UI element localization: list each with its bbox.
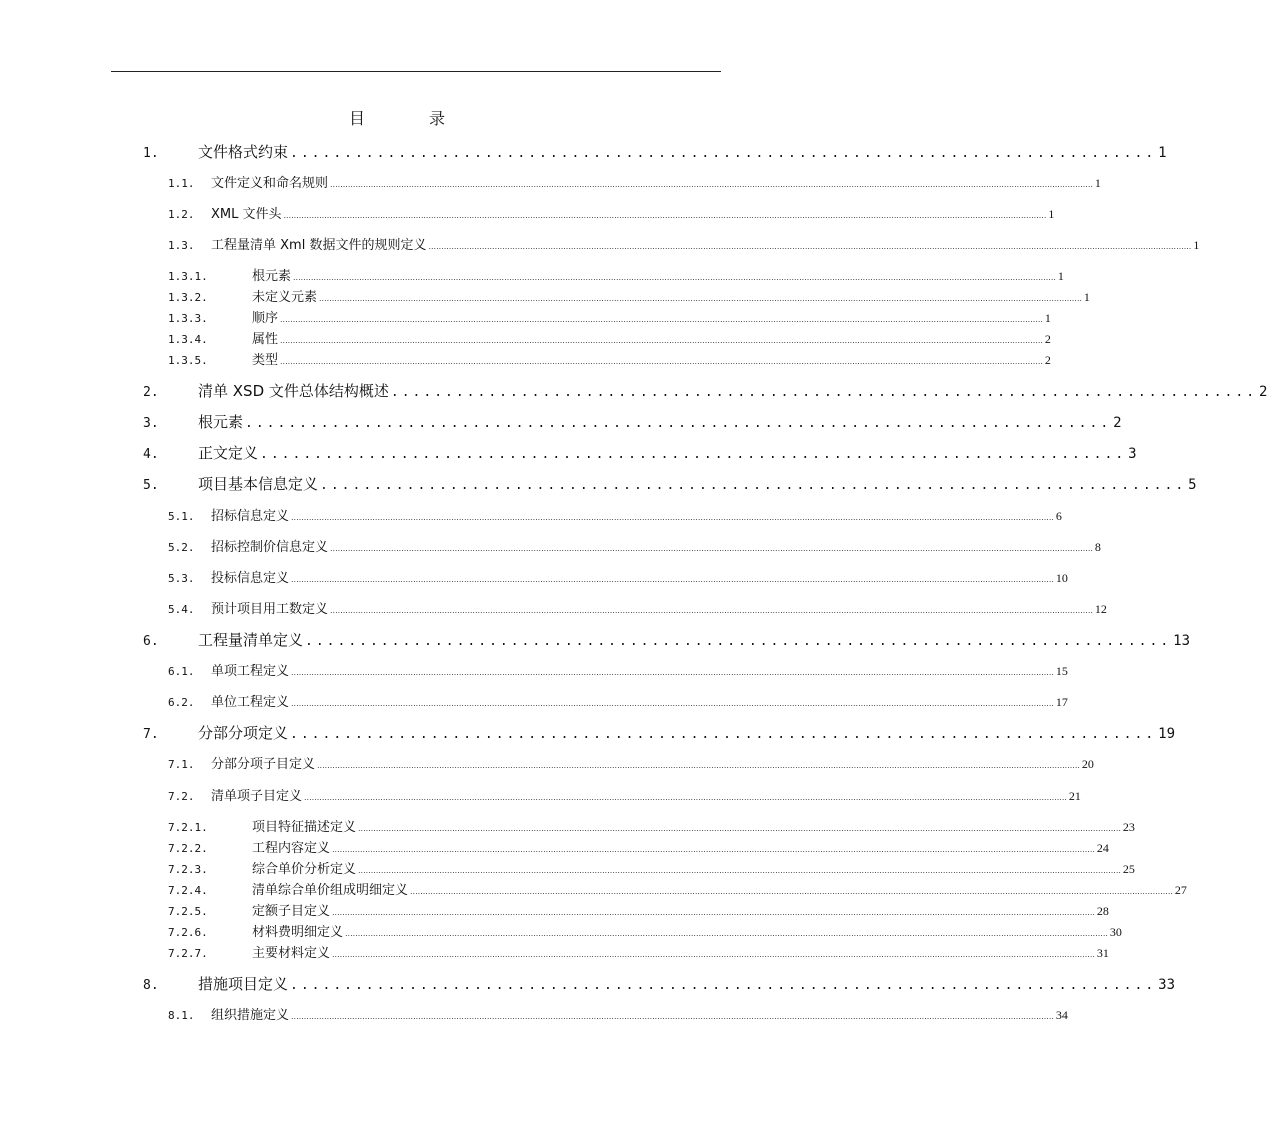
dot-leader: ............................................................................................................................................................................................................................................................................................................ <box>330 544 1093 553</box>
dot-leader: ............................................................................................................................................................................................................................................................................................................ <box>283 211 1047 220</box>
toc-entry[interactable] <box>168 921 1122 940</box>
toc-entry[interactable] <box>168 598 1107 617</box>
toc-entry-title: 工程量清单 Xml 数据文件的规则定义 <box>211 238 427 253</box>
dot-leader: ............................................................................................................................................................................................................................................................................................................ <box>410 887 1173 896</box>
toc-entry-title: 投标信息定义 <box>211 571 290 586</box>
toc-entry-number: 7.2.5. <box>168 905 208 918</box>
toc-entry-title: 单位工程定义 <box>211 695 290 710</box>
toc-entry[interactable] <box>143 473 1197 494</box>
toc-entry-number: 7.2.6. <box>168 926 208 939</box>
toc-entry-title: 清单项子目定义 <box>211 789 303 804</box>
toc-entry-title: 项目基本信息定义 <box>198 475 319 493</box>
toc-entry-page: 1 <box>1193 238 1200 252</box>
toc-entry-title: 单项工程定义 <box>211 664 290 679</box>
toc-entry-page: 13 <box>1173 633 1191 649</box>
toc-entry[interactable] <box>168 234 1200 253</box>
toc-entry-page: 1 <box>1094 176 1101 190</box>
toc-entry-page: 28 <box>1096 904 1109 918</box>
toc-entry-title: 清单 XSD 文件总体结构概述 <box>198 382 389 400</box>
toc-entry-page: 1 <box>1044 311 1051 325</box>
toc-entry-number: 8.1. <box>168 1009 195 1022</box>
toc-entry-number: 1.3.4. <box>168 333 208 346</box>
dot-leader: ............................................................................................................................................................................................................................................................................................................ <box>330 180 1093 189</box>
toc-entry-number: 6. <box>143 634 159 649</box>
toc-entry-page: 1 <box>1057 269 1064 283</box>
toc-entry-title: 主要材料定义 <box>252 946 331 961</box>
toc-entry-number: 7. <box>143 727 159 742</box>
toc-entry[interactable] <box>168 879 1187 898</box>
dot-leader: ................................................................................ <box>320 478 1187 493</box>
toc-entry-title: 招标信息定义 <box>211 509 290 524</box>
toc-entry-number: 6.2. <box>168 696 195 709</box>
dot-leader: ................................................................................ <box>290 146 1157 161</box>
toc-entry-page: 20 <box>1081 757 1094 771</box>
toc-entry-title: 措施项目定义 <box>198 975 289 993</box>
dot-leader: ................................................................................ <box>390 385 1258 400</box>
toc-entry-number: 5.3. <box>168 572 195 585</box>
toc-entry-page: 1 <box>1083 290 1090 304</box>
toc-entry[interactable] <box>143 629 1191 650</box>
toc-entry-page: 3 <box>1128 446 1137 462</box>
toc-entry-page: 1 <box>1158 145 1167 161</box>
toc-entry[interactable] <box>168 265 1064 284</box>
toc-entry-number: 7.2. <box>168 790 195 803</box>
toc-entry[interactable] <box>168 942 1109 961</box>
toc-entry-page: 2 <box>1044 332 1051 346</box>
toc-entry-page: 25 <box>1122 862 1135 876</box>
toc-entry-title: 正文定义 <box>198 444 259 462</box>
toc-entry[interactable] <box>168 785 1081 804</box>
toc-entry[interactable] <box>168 660 1068 679</box>
toc-entry[interactable] <box>143 442 1137 463</box>
toc-entry-page: 24 <box>1096 841 1109 855</box>
toc-entry-number: 5. <box>143 478 159 493</box>
toc-entry-title: 清单综合单价组成明细定义 <box>252 883 409 898</box>
toc-entry-page: 1 <box>1048 207 1055 221</box>
toc-entry[interactable] <box>143 380 1267 401</box>
toc-entry-page: 33 <box>1158 977 1176 993</box>
dot-leader: ............................................................................................................................................................................................................................................................................................................ <box>291 1012 1054 1021</box>
toc-entry-title: 工程量清单定义 <box>198 631 304 649</box>
toc-entry-title: 综合单价分析定义 <box>252 862 357 877</box>
dot-leader: ................................................................................ <box>290 727 1157 742</box>
toc-entry[interactable] <box>168 286 1090 305</box>
dot-leader: ................................................................................ <box>290 978 1157 993</box>
toc-title: 目 录 <box>348 109 469 128</box>
toc-entry-page: 2 <box>1044 353 1051 367</box>
toc-entry-number: 1.3.5. <box>168 354 208 367</box>
toc-entry-number: 8. <box>143 978 159 993</box>
toc-entry-page: 5 <box>1188 477 1197 493</box>
dot-leader: ............................................................................................................................................................................................................................................................................................................ <box>280 357 1043 366</box>
toc-entry-title: 项目特征描述定义 <box>252 820 357 835</box>
dot-leader: ............................................................................................................................................................................................................................................................................................................ <box>330 606 1093 615</box>
dot-leader: ............................................................................................................................................................................................................................................................................................................ <box>332 950 1095 959</box>
toc-entry-title: 未定义元素 <box>252 290 318 305</box>
toc-entry-title: 文件格式约束 <box>198 143 289 161</box>
toc-entry-title: 招标控制价信息定义 <box>211 540 329 555</box>
toc-entry-number: 1.2. <box>168 208 195 221</box>
toc-entry-number: 7.2.7. <box>168 947 208 960</box>
toc-entry-number: 1.3. <box>168 239 195 252</box>
toc-entry-title: 根元素 <box>198 413 244 431</box>
toc-entry-number: 7.2.3. <box>168 863 208 876</box>
dot-leader: ............................................................................................................................................................................................................................................................................................................ <box>332 908 1095 917</box>
toc-entry-number: 5.2. <box>168 541 195 554</box>
dot-leader: ............................................................................................................................................................................................................................................................................................................ <box>280 315 1043 324</box>
toc-entry-page: 23 <box>1122 820 1135 834</box>
toc-entry-title: 预计项目用工数定义 <box>211 602 329 617</box>
toc-entry[interactable] <box>168 816 1135 835</box>
toc-entry-title: 类型 <box>252 353 279 368</box>
toc-entry-number: 7.1. <box>168 758 195 771</box>
toc-entry-number: 1.3.2. <box>168 291 208 304</box>
toc-entry[interactable] <box>143 411 1122 432</box>
toc-entry[interactable] <box>168 858 1135 877</box>
toc-entry-title: 文件定义和命名规则 <box>211 176 329 191</box>
toc-entry-page: 12 <box>1094 602 1107 616</box>
toc-entry-page: 34 <box>1055 1008 1068 1022</box>
toc-entry-title: 分部分项定义 <box>198 724 289 742</box>
dot-leader: ............................................................................................................................................................................................................................................................................................................ <box>332 845 1095 854</box>
toc-entry[interactable] <box>143 973 1176 994</box>
toc-entry[interactable] <box>143 141 1167 162</box>
toc-entry[interactable] <box>168 1004 1068 1023</box>
toc-entry-page: 21 <box>1068 789 1081 803</box>
dot-leader: ................................................................................ <box>245 416 1112 431</box>
dot-leader: ............................................................................................................................................................................................................................................................................................................ <box>428 242 1192 251</box>
toc-entry[interactable] <box>168 567 1068 586</box>
toc-entry-page: 30 <box>1109 925 1122 939</box>
toc-entry-number: 4. <box>143 447 159 462</box>
dot-leader: ............................................................................................................................................................................................................................................................................................................ <box>319 294 1082 303</box>
dot-leader: ............................................................................................................................................................................................................................................................................................................ <box>317 761 1080 770</box>
toc-entry-page: 10 <box>1055 571 1068 585</box>
toc-entry[interactable] <box>168 172 1101 191</box>
toc-entry-title: 组织措施定义 <box>211 1008 290 1023</box>
dot-leader: ................................................................................ <box>260 447 1127 462</box>
toc-entry[interactable] <box>168 900 1109 919</box>
toc-entry-page: 31 <box>1096 946 1109 960</box>
toc-entry-number: 6.1. <box>168 665 195 678</box>
toc-entry[interactable] <box>168 505 1062 524</box>
toc-entry-number: 1.1. <box>168 177 195 190</box>
toc-entry[interactable] <box>168 691 1068 710</box>
toc-entry-page: 17 <box>1055 695 1068 709</box>
toc-entry-title: 定额子目定义 <box>252 904 331 919</box>
toc-entry-title: 属性 <box>252 332 279 347</box>
toc-entry-page: 6 <box>1055 509 1062 523</box>
dot-leader: ............................................................................................................................................................................................................................................................................................................ <box>291 575 1054 584</box>
toc-entry[interactable] <box>168 837 1109 856</box>
toc-entry-number: 7.2.1. <box>168 821 208 834</box>
toc-entry-number: 3. <box>143 416 159 431</box>
dot-leader: ................................................................................ <box>305 634 1172 649</box>
toc-entry[interactable] <box>168 328 1051 347</box>
toc-entry[interactable] <box>168 349 1051 368</box>
toc-entry-number: 1. <box>143 146 159 161</box>
toc-entry-page: 15 <box>1055 664 1068 678</box>
toc-entry-title: XML 文件头 <box>211 207 282 222</box>
dot-leader: ............................................................................................................................................................................................................................................................................................................ <box>345 929 1108 938</box>
dot-leader: ............................................................................................................................................................................................................................................................................................................ <box>291 513 1054 522</box>
toc-entry-page: 27 <box>1174 883 1187 897</box>
dot-leader: ............................................................................................................................................................................................................................................................................................................ <box>291 699 1054 708</box>
dot-leader: ............................................................................................................................................................................................................................................................................................................ <box>291 668 1054 677</box>
dot-leader: ............................................................................................................................................................................................................................................................................................................ <box>293 273 1056 282</box>
toc-entry[interactable] <box>168 203 1055 222</box>
toc-entry-title: 分部分项子目定义 <box>211 757 316 772</box>
toc-entry[interactable] <box>168 753 1094 772</box>
toc-entry-number: 1.3.1. <box>168 270 208 283</box>
toc-entry-page: 8 <box>1094 540 1101 554</box>
toc-entry-page: 2 <box>1113 415 1122 431</box>
toc-entry[interactable] <box>168 536 1101 555</box>
toc-entry-number: 7.2.2. <box>168 842 208 855</box>
toc-entry-page: 19 <box>1158 726 1176 742</box>
toc-entry-number: 2. <box>143 385 159 400</box>
toc-entry-number: 5.1. <box>168 510 195 523</box>
dot-leader: ............................................................................................................................................................................................................................................................................................................ <box>280 336 1043 345</box>
toc-entry-page: 2 <box>1259 384 1267 400</box>
dot-leader: ............................................................................................................................................................................................................................................................................................................ <box>358 824 1121 833</box>
toc-entry-title: 顺序 <box>252 311 279 326</box>
toc-entry[interactable] <box>143 722 1176 743</box>
toc-entry-title: 根元素 <box>252 269 292 284</box>
toc-entry-title: 工程内容定义 <box>252 841 331 856</box>
toc-entry-number: 7.2.4. <box>168 884 208 897</box>
toc-entry-title: 材料费明细定义 <box>252 925 344 940</box>
toc-entry-number: 1.3.3. <box>168 312 208 325</box>
dot-leader: ............................................................................................................................................................................................................................................................................................................ <box>304 793 1067 802</box>
dot-leader: ............................................................................................................................................................................................................................................................................................................ <box>358 866 1121 875</box>
toc-entry-number: 5.4. <box>168 603 195 616</box>
toc-entry[interactable] <box>168 307 1051 326</box>
